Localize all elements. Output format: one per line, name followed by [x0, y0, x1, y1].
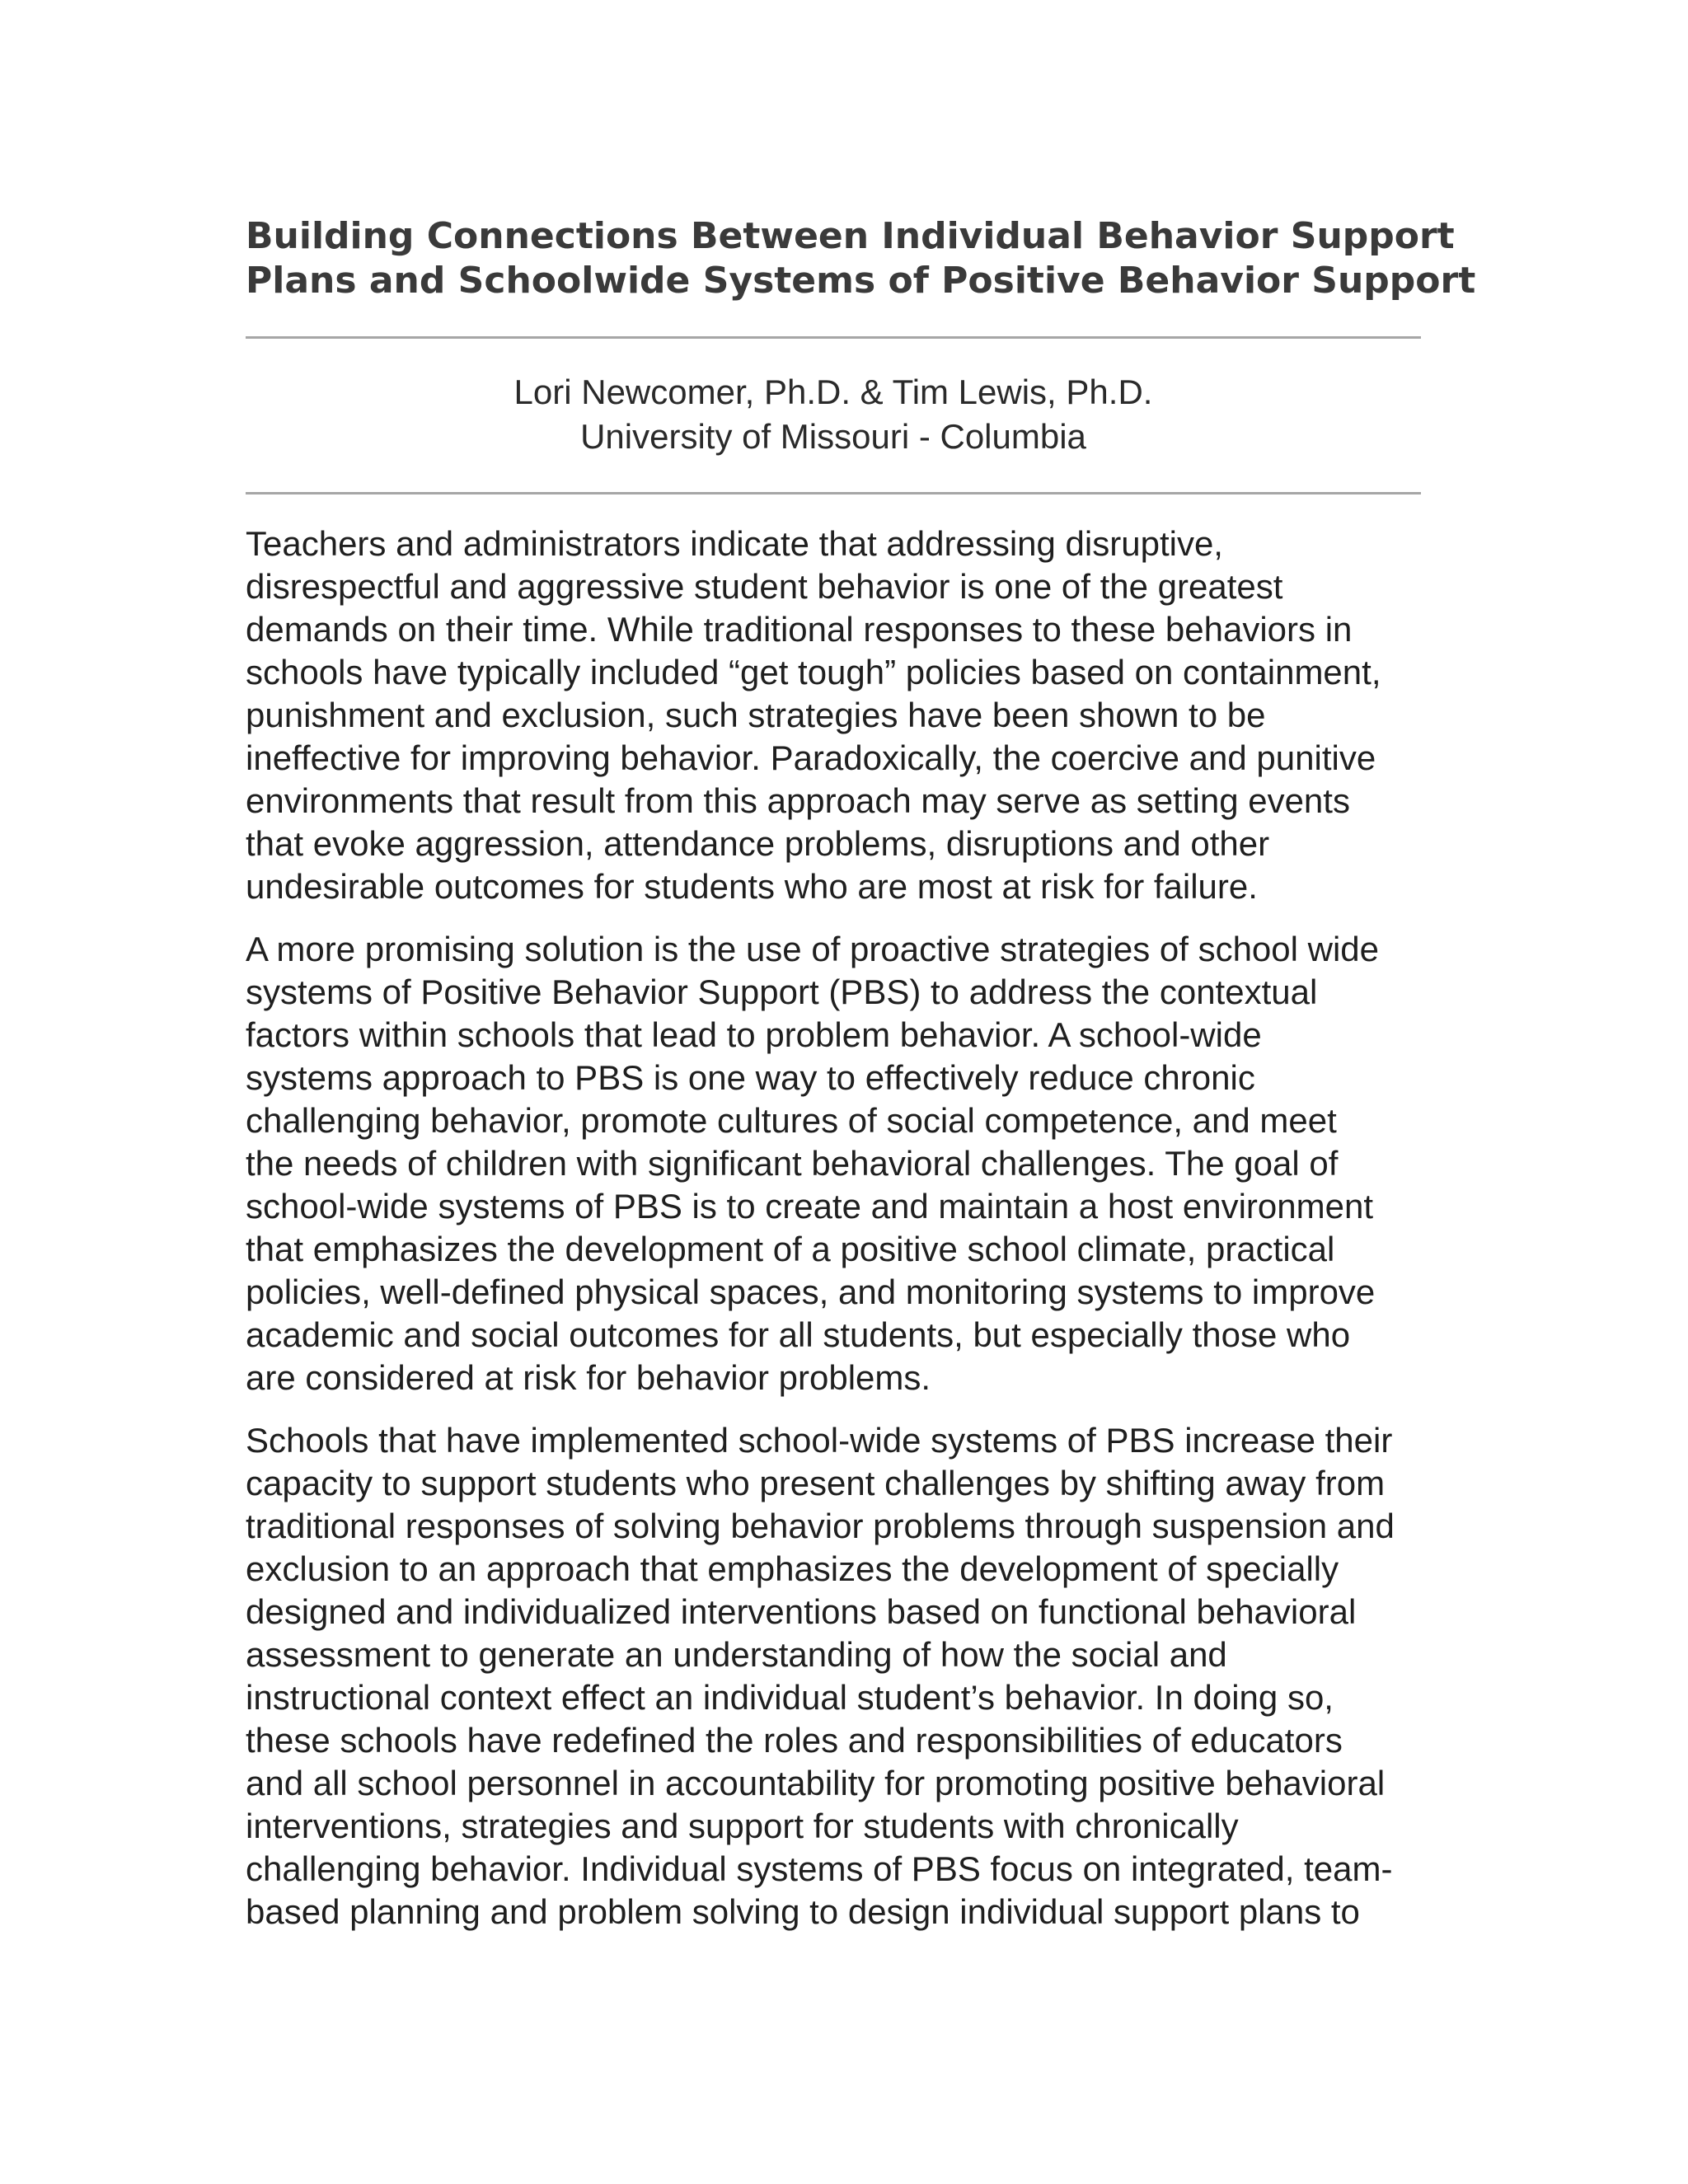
text-line: Schools that have implemented school-wide systems of PBS increase their	[246, 1421, 1393, 1460]
text-line: that evoke aggression, attendance problems, disruptions and other	[246, 824, 1270, 863]
paragraph-2	[246, 928, 1421, 1399]
text-line: are considered at risk for behavior problems.	[246, 1358, 931, 1397]
author-divider	[246, 492, 1421, 494]
text-line: A more promising solution is the use of proactive strategies of school wide	[246, 930, 1380, 968]
title-line-2: Plans and Schoolwide Systems of Positive Behavior Support	[246, 260, 1476, 302]
text-line: environments that result from this approach may serve as setting events	[246, 781, 1350, 820]
author-block	[246, 370, 1421, 459]
text-line: factors within schools that lead to problem behavior. A school-wide	[246, 1015, 1262, 1054]
text-line: instructional context effect an individual student’s behavior. In doing so,	[246, 1678, 1334, 1717]
text-line: traditional responses of solving behavior problems through suspension and	[246, 1507, 1395, 1545]
text-line: challenging behavior. Individual systems of PBS focus on integrated, team-	[246, 1849, 1393, 1888]
text-line: Teachers and administrators indicate that addressing disruptive,	[246, 524, 1223, 563]
text-line: systems of Positive Behavior Support (PBS) to address the contextual	[246, 972, 1318, 1011]
author-names: Lori Newcomer, Ph.D. & Tim Lewis, Ph.D.	[513, 373, 1153, 411]
text-line: undesirable outcomes for students who are most at risk for failure.	[246, 867, 1258, 906]
text-line: disrespectful and aggressive student behavior is one of the greatest	[246, 567, 1283, 606]
text-line: and all school personnel in accountability for promoting positive behavioral	[246, 1764, 1386, 1802]
text-line: these schools have redefined the roles and responsibilities of educators	[246, 1721, 1343, 1760]
author-affiliation: University of Missouri - Columbia	[580, 417, 1086, 456]
paragraph-3	[246, 1419, 1421, 1933]
text-line: punishment and exclusion, such strategies have been shown to be	[246, 696, 1266, 734]
text-line: challenging behavior, promote cultures of social competence, and meet	[246, 1101, 1337, 1140]
text-line: the needs of children with significant behavioral challenges. The goal of	[246, 1144, 1339, 1183]
text-line: schools have typically included “get tough” policies based on containment,	[246, 653, 1381, 691]
title-line-1: Building Connections Between Individual Behavior Support	[246, 215, 1455, 257]
text-line: systems approach to PBS is one way to effectively reduce chronic	[246, 1058, 1255, 1097]
text-line: that emphasizes the development of a positive school climate, practical	[246, 1230, 1335, 1268]
text-line: ineffective for improving behavior. Paradoxically, the coercive and punitive	[246, 738, 1376, 777]
paragraph-1	[246, 523, 1421, 908]
text-line: academic and social outcomes for all students, but especially those who	[246, 1315, 1351, 1354]
text-line: demands on their time. While traditional responses to these behaviors in	[246, 610, 1353, 649]
document-page	[246, 214, 1476, 1953]
text-line: exclusion to an approach that emphasizes the development of specially	[246, 1549, 1339, 1588]
text-line: interventions, strategies and support for students with chronically	[246, 1807, 1239, 1845]
body-text	[246, 523, 1421, 1933]
text-line: assessment to generate an understanding of how the social and	[246, 1635, 1227, 1674]
document-title	[246, 214, 1476, 303]
text-line: policies, well-defined physical spaces, and monitoring systems to improve	[246, 1272, 1376, 1311]
text-line: school-wide systems of PBS is to create and maintain a host environment	[246, 1187, 1373, 1226]
text-line: based planning and problem solving to design individual support plans to	[246, 1892, 1360, 1931]
text-line: capacity to support students who present challenges by shifting away from	[246, 1464, 1386, 1502]
title-divider	[246, 336, 1421, 339]
text-line: designed and individualized interventions based on functional behavioral	[246, 1592, 1357, 1631]
